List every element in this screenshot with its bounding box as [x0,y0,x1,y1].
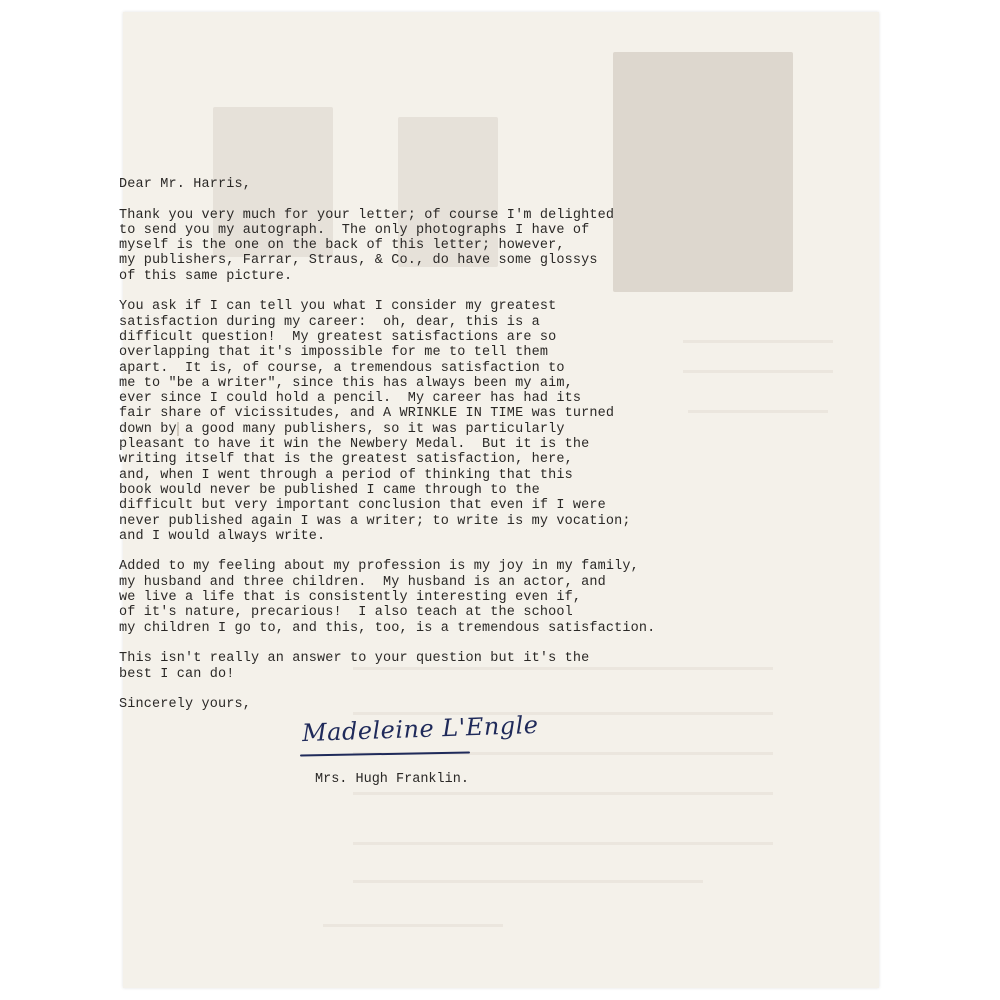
text-line: This isn't really an answer to your question but it's the [119,651,590,667]
text-line: writing itself that is the greatest satisfaction, here, [119,452,573,468]
text-line: book would never be published I came through to the [119,482,540,498]
paragraph-1 [119,208,739,284]
backside-text-line [353,792,773,795]
paragraph-3 [119,559,739,635]
text-line: pleasant to have it win the Newbery Medal. But it is the [119,437,590,453]
text-line: myself is the one on the back of this letter; however, [119,238,565,254]
signature-text: Madeleine L'Engle [301,710,539,748]
text-line: fair share of vicissitudes, and A WRINKLE IN TIME was turned [119,406,615,422]
text-line: we live a life that is consistently interesting even if, [119,590,582,606]
text-line: of this same picture. [119,268,293,284]
handwritten-signature [300,705,540,765]
text-line: down by a good many publishers, so it was particularly [119,421,565,437]
paragraph-2 [119,299,739,544]
text-line: and, when I went through a period of thinking that this [119,467,573,483]
letter-body [119,177,739,712]
text-line: Thank you very much for your letter; of course I'm delighted [119,207,615,223]
signature-underline [300,752,470,757]
closing: Sincerely yours, [119,697,252,713]
text-line: overlapping that it's impossible for me to tell them [119,345,549,361]
typed-name: Mrs. Hugh Franklin. [315,772,469,787]
text-line: Added to my feeling about my profession is my joy in my family, [119,559,639,575]
text-line: to send you my autograph. The only photographs I have of [119,222,590,238]
text-line: satisfaction during my career: oh, dear, this is a [119,314,540,330]
text-line: never published again I was a writer; to write is my vocation; [119,513,631,529]
text-line: difficult but very important conclusion that even if I were [119,498,606,514]
text-line: apart. It is, of course, a tremendous satisfaction to [119,360,565,376]
backside-text-line [323,924,503,927]
backside-text-line [353,880,703,883]
text-line: best I can do! [119,666,235,682]
text-line: ever since I could hold a pencil. My career has had its [119,391,582,407]
text-line: my children I go to, and this, too, is a tremendous satisfaction. [119,620,656,636]
salutation: Dear Mr. Harris, [119,177,252,192]
paragraph-4 [119,651,739,682]
text-line: You ask if I can tell you what I consider my greatest [119,299,557,315]
text-line: my publishers, Farrar, Straus, & Co., do have some glossys [119,253,598,269]
text-line: and I would always write. [119,528,326,544]
text-line: difficult question! My greatest satisfactions are so [119,329,557,345]
text-line: me to "be a writer", since this has always been my aim, [119,375,573,391]
text-line: of it's nature, precarious! I also teach at the school [119,605,573,621]
text-line: my husband and three children. My husband is an actor, and [119,574,606,590]
backside-text-line [353,842,773,845]
